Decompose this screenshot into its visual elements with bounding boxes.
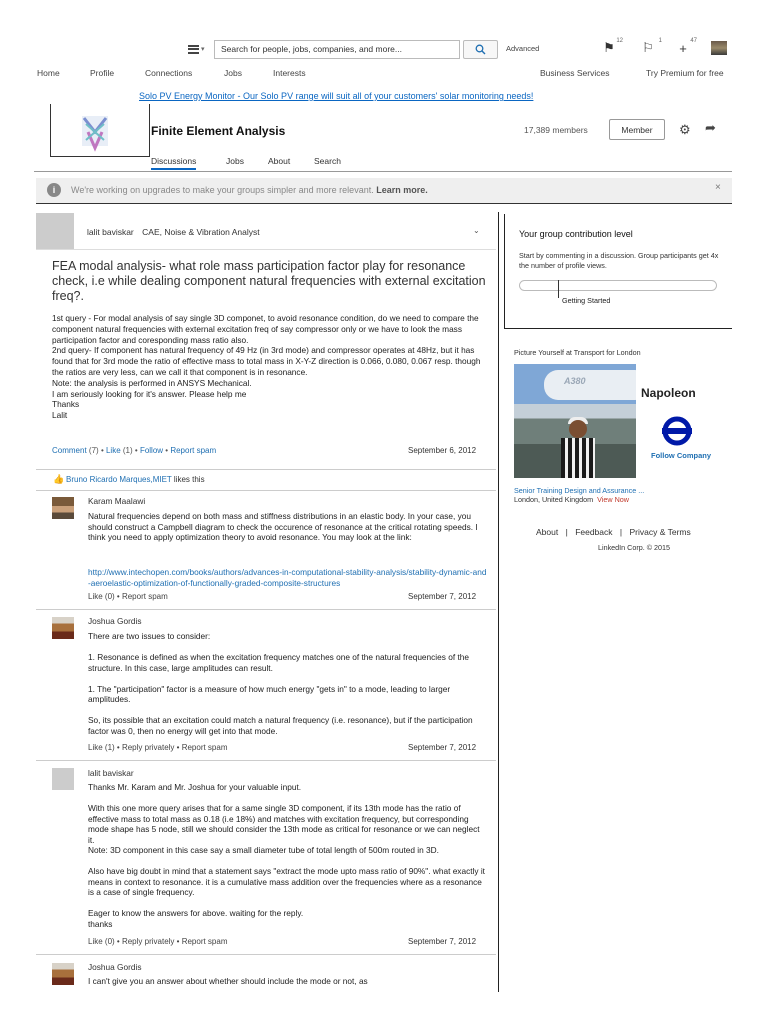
sidebar-ad-image[interactable] (514, 364, 636, 478)
post-author-name[interactable]: lalit baviskar (87, 227, 134, 237)
search-button[interactable] (463, 40, 498, 59)
person-photo (559, 414, 597, 478)
thumbs-up-icon: 👍 (53, 474, 65, 484)
learn-more-link[interactable]: Learn more. (376, 185, 428, 195)
info-icon: i (47, 183, 61, 197)
comment-actions: Like (0) • Reply privately • Report spam (88, 937, 228, 946)
divider (34, 171, 732, 172)
follow-company-link[interactable]: Follow Company (651, 451, 711, 460)
copyright: LinkedIn Corp. © 2015 (598, 543, 671, 552)
comment-author[interactable]: Joshua Gordis (88, 616, 142, 626)
divider (36, 760, 496, 761)
avatar[interactable] (36, 213, 74, 249)
ad-job-title[interactable]: Senior Training Design and Assurance ... (514, 486, 645, 495)
footer-feedback-link[interactable]: Feedback (575, 527, 613, 537)
group-logo[interactable] (78, 112, 112, 152)
comment-date: September 7, 2012 (408, 592, 477, 601)
member-button[interactable]: Member (609, 119, 665, 140)
divider (36, 954, 496, 955)
comment-body: Natural frequencies depend on both mass and stiffness distributions in an elastic body. In your case, you should construct a Campbell diagram to check the occurence of resonance at the critical rotating speeds. I think you need to apply optimization theory to avoid resonance. You may look at the link: (88, 511, 478, 542)
follow-link[interactable]: Follow (139, 446, 164, 455)
tab-jobs[interactable]: Jobs (226, 156, 244, 166)
comment-actions: Like (0) • Report spam (88, 592, 168, 601)
add-person-icon: + (679, 40, 687, 56)
avatar[interactable] (52, 497, 74, 519)
notice-text (71, 185, 428, 195)
like-count: (1) (122, 446, 133, 455)
comment-author[interactable]: Joshua Gordis (88, 962, 142, 972)
like-link[interactable]: Like (0) (88, 592, 115, 601)
likes-suffix: likes this (173, 475, 205, 484)
nav-jobs[interactable]: Jobs (224, 68, 242, 78)
member-count[interactable]: 17,389 members (524, 125, 588, 135)
comment-date: September 7, 2012 (408, 743, 477, 752)
ad-person-name: Napoleon (641, 386, 696, 400)
nav-home[interactable]: Home (37, 68, 60, 78)
ad-job-location (514, 495, 629, 504)
hamburger-icon (188, 45, 199, 54)
liker-link[interactable]: Bruno Ricardo Marques,MIET (66, 475, 172, 484)
nav-try-premium[interactable]: Try Premium for free (646, 68, 724, 78)
comment-link[interactable]: Comment (52, 446, 87, 455)
like-link[interactable]: Like (105, 446, 121, 455)
comment-date: September 7, 2012 (408, 937, 477, 946)
add-connections-button[interactable] (675, 38, 697, 56)
comment-body: Thanks Mr. Karam and Mr. Joshua for your valuable input. With this one more query arises that for a same single 3D component, if its 13th mode has the ratio of effective mass to total mass as 0.18 (i.e 18%) and matches with excitation frequency, but corresponding mode shape has 5 node, still we should consider the 13th mode as critical for resonance or we can neglect it. Note: 3D component in this case say a small diameter tube of total length of 500m routed in 3D. Also have big doubt in mind that a statement says "extract the mode upto mass ratio of 90%". what exactly it means in context to resonance. it is a cumulative mass addition over the frequencies where as a resonance is a case of single frequency. Eager to know the answers for above. waiting for the reply. thanks (88, 782, 485, 929)
menu-button[interactable] (188, 42, 212, 56)
tab-discussions[interactable]: Discussions (151, 156, 196, 170)
sidebar-ad-label: Picture Yourself at Transport for London (514, 348, 641, 357)
post-author-line (87, 227, 260, 237)
messages-badge: 12 (616, 38, 623, 44)
reply-privately-link[interactable]: Reply privately (121, 937, 175, 946)
notifications-button[interactable] (640, 38, 662, 55)
report-spam-link[interactable]: Report spam (181, 937, 228, 946)
comment-body: There are two issues to consider: 1. Resonance is defined as when the excitation frequency matches one of the natural frequencies of the structure. In this case, large amplitudes can result. 1. The "participation" factor is a measure of how much energy "gets in" to a mode, leading to larger amplitudes. So, its possible that an excitation could match a natural frequency (i.e. resonance), but if the participation factor was 0, then no energy will get into that mode. (88, 631, 473, 736)
profile-photo-button[interactable] (711, 41, 727, 55)
tfl-roundel-icon[interactable] (661, 415, 693, 447)
avatar[interactable] (52, 617, 74, 639)
comment-link[interactable]: http://www.intechopen.com/books/authors/advances-in-computational-stability-analysis/stability-dynamic-and-aeroelastic-optimization-of-functionally-graded-composite-structures (88, 567, 487, 588)
contribution-text: Start by commenting in a discussion. Group participants get 4x the number of profile views. (519, 251, 719, 270)
nav-interests[interactable]: Interests (273, 68, 306, 78)
ad-location-text: London, United Kingdom (514, 495, 594, 504)
tab-search[interactable]: Search (314, 156, 341, 166)
reply-privately-link[interactable]: Reply privately (121, 743, 175, 752)
tab-about[interactable]: About (268, 156, 291, 166)
comment-author[interactable]: lalit baviskar (88, 768, 134, 778)
chevron-down-icon[interactable]: ⌄ (473, 226, 480, 235)
post-author-headline: CAE, Noise & Vibration Analyst (142, 227, 260, 237)
nav-business-services[interactable]: Business Services (540, 68, 610, 78)
nav-profile[interactable]: Profile (90, 68, 115, 78)
post-actions: Comment (7) • Like (1) • Follow • Report spam (52, 446, 217, 455)
search-input[interactable]: Search for people, jobs, companies, and more... (214, 40, 460, 59)
avatar[interactable] (52, 963, 74, 985)
advanced-search-link[interactable]: Advanced (506, 44, 540, 53)
share-icon[interactable]: ➦ (705, 120, 716, 135)
like-link[interactable]: Like (1) (88, 743, 115, 752)
comment-actions: Like (1) • Reply privately • Report spam (88, 743, 228, 752)
progress-marker (558, 280, 559, 298)
contribution-level: Getting Started (562, 296, 611, 305)
flag-icon: ⚐ (642, 40, 654, 55)
comment-author[interactable]: Karam Maalawi (88, 496, 146, 506)
messages-button[interactable] (601, 38, 623, 55)
caret-down-icon: ▾ (201, 46, 205, 53)
like-link[interactable]: Like (0) (88, 937, 115, 946)
contribution-title: Your group contribution level (519, 229, 633, 239)
ad-banner-link[interactable]: Solo PV Energy Monitor - Our Solo PV range will suit all of your customers' solar monitoring needs! (139, 91, 534, 101)
close-icon[interactable]: × (715, 182, 721, 193)
notifications-badge: 1 (658, 38, 662, 44)
report-spam-link[interactable]: Report spam (181, 743, 228, 752)
column-divider (498, 212, 499, 992)
airplane (544, 370, 636, 400)
footer-about-link[interactable]: About (536, 527, 559, 537)
report-spam-link[interactable]: Report spam (170, 446, 217, 455)
divider (36, 249, 496, 250)
contribution-progress-bar (519, 280, 717, 291)
messages-icon: ⚑ (603, 40, 615, 55)
report-spam-link[interactable]: Report spam (121, 592, 168, 601)
post-body: 1st query - For modal analysis of say single 3D componet, to avoid resonance condition, do we need to compare the component natural frequencies with external excitation freq of say compressor only or we have to look the mass participation factor and coresponding mass ratio also. 2nd query- If component has natural frequency of 49 Hz (in 3rd mode) and compressor operates at 48Hz, but it has found that for 3rd mode the ratio of effective mass to total mass in X-Y-Z direction is 0.066, 0.080, 0.067 resp. though the ratios are very less, can we call it that component is in resonance. Note: the analysis is performed in ANSYS Mechanical. I am seriously looking for it's answer. Please help me Thanks Lalit (52, 313, 481, 421)
add-connections-badge: 47 (690, 38, 697, 44)
group-title[interactable]: Finite Element Analysis (151, 124, 286, 138)
search-icon (475, 44, 486, 55)
post-date: September 6, 2012 (408, 446, 477, 455)
settings-gear-icon[interactable]: ⚙ (679, 122, 691, 137)
airplane-label: A380 (564, 376, 586, 386)
post-title: FEA modal analysis- what role mass participation factor play for resonance check, i.e while dealing component natural frequencies with external excitation freq?. (52, 259, 486, 303)
divider (36, 609, 496, 610)
comment-count: (7) (88, 446, 99, 455)
footer-links: About | Feedback | Privacy & Terms (536, 527, 691, 537)
view-now-link[interactable]: View Now (597, 495, 629, 504)
notice-message: We're working on upgrades to make your groups simpler and more relevant. (71, 185, 374, 195)
nav-connections[interactable]: Connections (145, 68, 193, 78)
comment-body: I can't give you an answer about whether should include the mode or not, as (88, 976, 368, 986)
avatar[interactable] (52, 768, 74, 790)
likes-text (66, 475, 205, 484)
footer-privacy-link[interactable]: Privacy & Terms (629, 527, 691, 537)
